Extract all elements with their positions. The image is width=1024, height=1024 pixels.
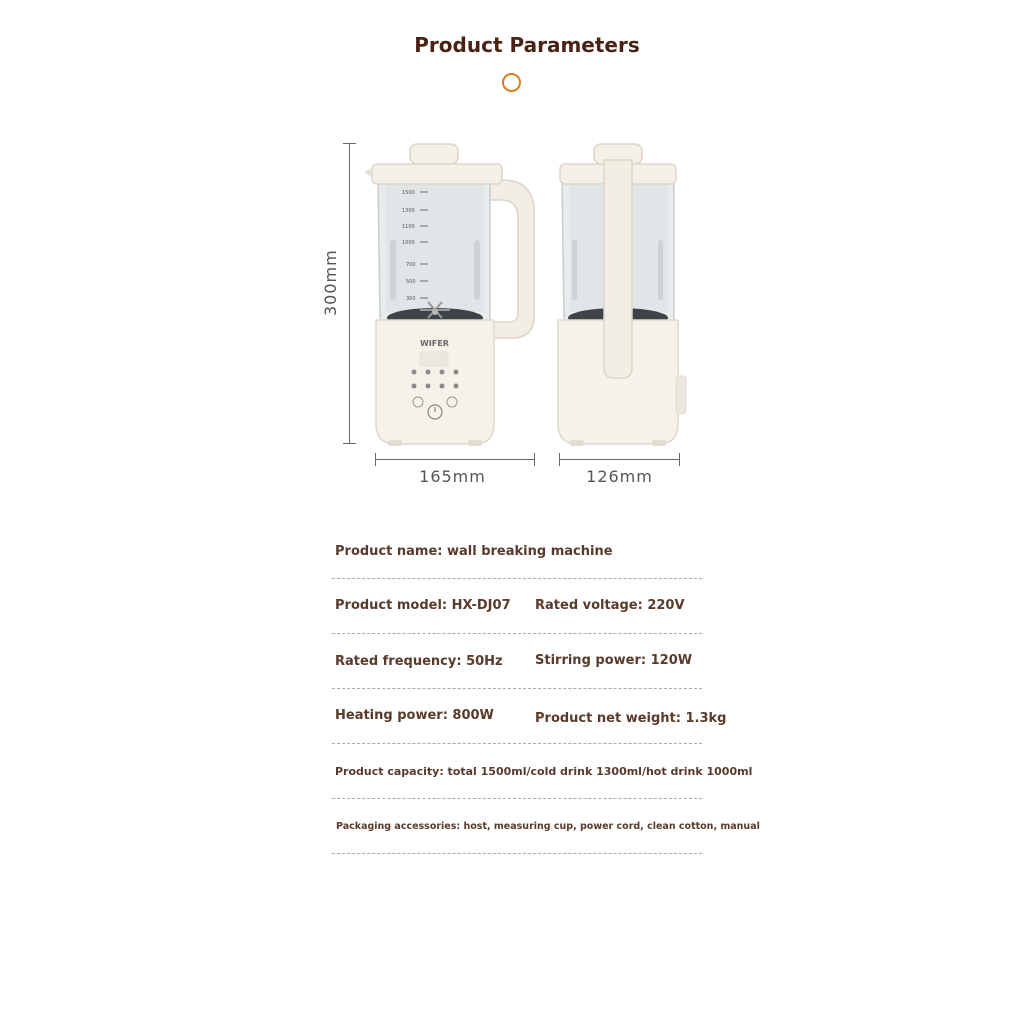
title-ornament-ring xyxy=(502,73,521,92)
param-stirring-power: Stirring power: 120W xyxy=(535,653,693,668)
front-width-dimension-line xyxy=(375,459,535,460)
blender-front-view xyxy=(362,140,540,450)
scale-mark-700: 700 xyxy=(406,262,416,268)
divider xyxy=(332,688,702,689)
height-dimension-cap-bottom xyxy=(343,443,356,444)
divider xyxy=(332,633,702,634)
height-dimension-label: 300mm xyxy=(321,249,340,316)
blender-side-view xyxy=(556,140,688,450)
side-width-cap-left xyxy=(559,453,560,466)
divider xyxy=(332,798,702,799)
param-rated-frequency: Rated frequency: 50Hz xyxy=(335,654,503,669)
scale-mark-1100: 1100 xyxy=(402,224,415,230)
param-product-model: Product model: HX-DJ07 xyxy=(335,598,511,613)
param-product-name: Product name: wall breaking machine xyxy=(335,544,613,559)
scale-mark-1300: 1300 xyxy=(402,208,415,214)
divider xyxy=(332,853,702,854)
front-width-cap-left xyxy=(375,453,376,466)
scale-mark-500: 500 xyxy=(406,279,416,285)
divider xyxy=(332,743,702,744)
param-capacity: Product capacity: total 1500ml/cold drink 1300ml/hot drink 1000ml xyxy=(335,765,753,778)
scale-mark-1500: 1500 xyxy=(402,190,415,196)
side-width-dimension-line xyxy=(559,459,680,460)
scale-mark-300: 300 xyxy=(406,296,416,302)
front-width-label: 165mm xyxy=(419,467,486,486)
brand-logo: WIFER xyxy=(420,339,449,348)
param-accessories: Packaging accessories: host, measuring cup, power cord, clean cotton, manual xyxy=(336,821,760,832)
param-net-weight: Product net weight: 1.3kg xyxy=(535,711,727,726)
side-width-label: 126mm xyxy=(586,467,653,486)
page-title: Product Parameters xyxy=(414,33,640,57)
param-heating-power: Heating power: 800W xyxy=(335,708,494,723)
height-dimension-cap-top xyxy=(343,143,356,144)
divider xyxy=(332,578,702,579)
param-rated-voltage: Rated voltage: 220V xyxy=(535,598,685,613)
scale-mark-1000: 1000 xyxy=(402,240,415,246)
front-width-cap-right xyxy=(534,453,535,466)
height-dimension-line xyxy=(349,143,350,444)
side-width-cap-right xyxy=(679,453,680,466)
